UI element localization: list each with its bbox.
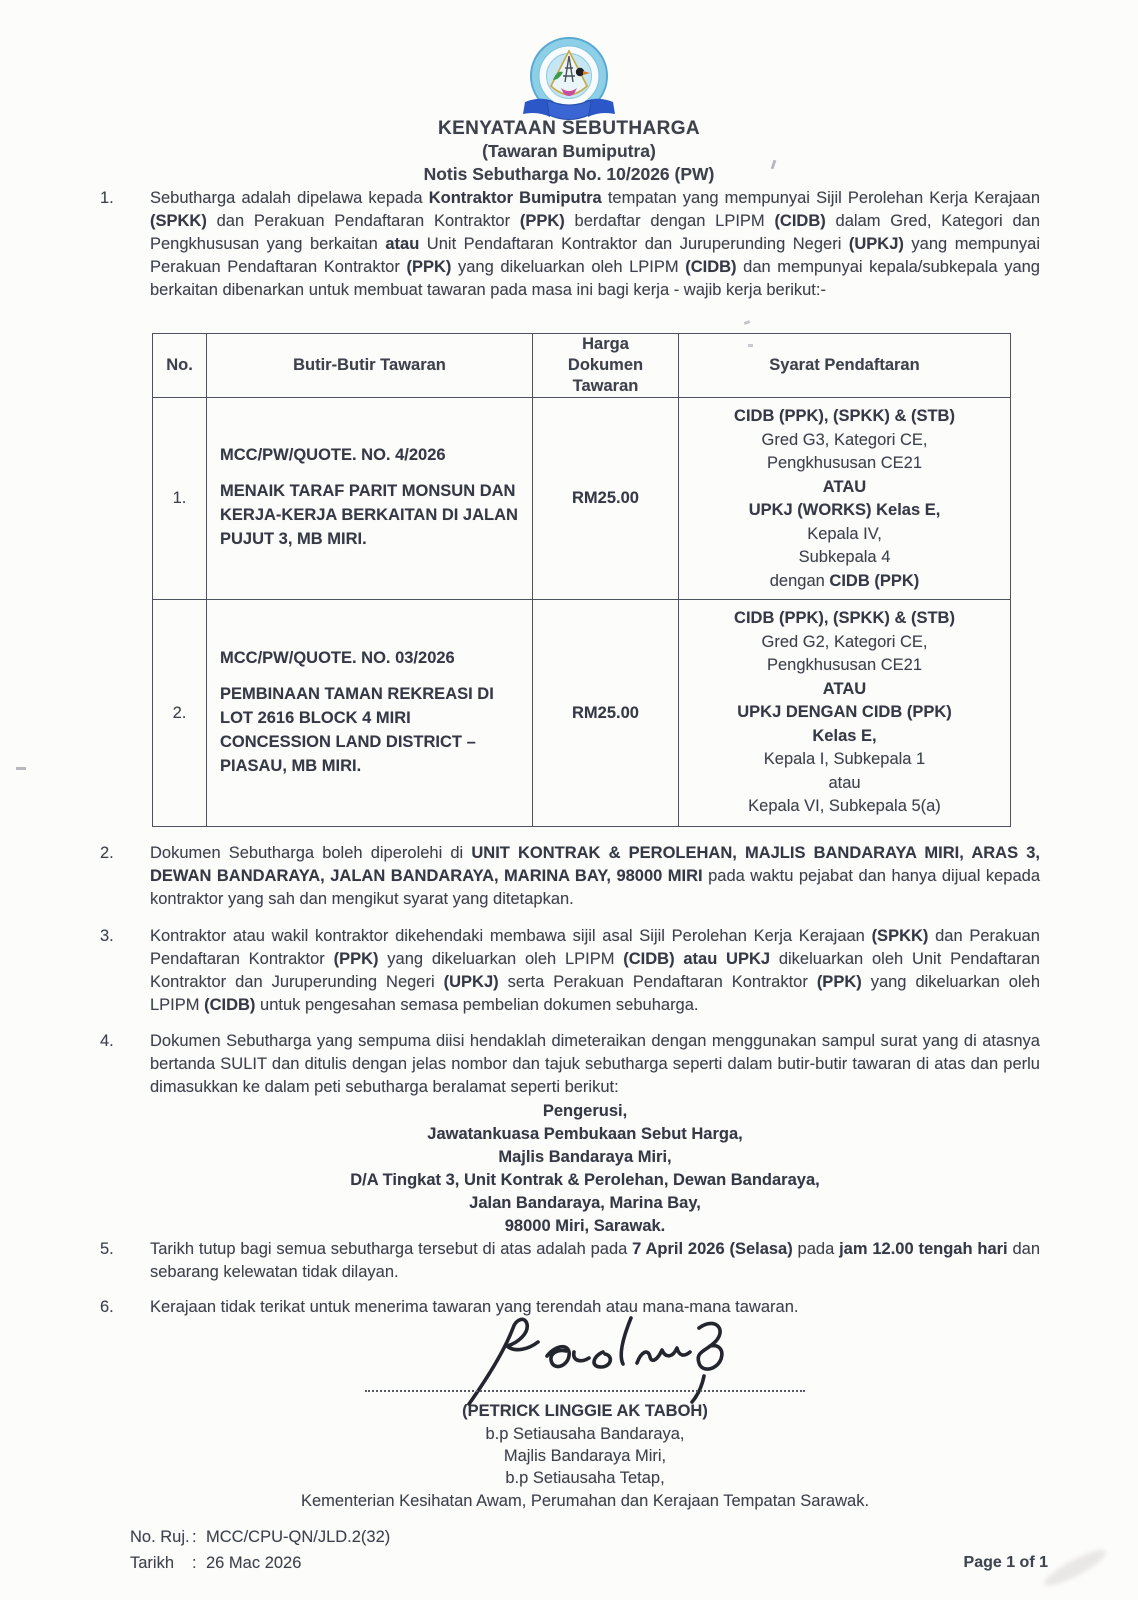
col-header-butir: Butir-Butir Tawaran [207,334,533,398]
ref-colon: : [192,1528,197,1546]
paragraph-text: Dokumen Sebutharga boleh diperolehi di UNIT KONTRAK & PEROLEHAN, MAJLIS BANDARAYA MIRI, ARAS 3, DEWAN BANDARAYA, JALAN BANDARAYA, MARINA BAY, 98000 MIRI pada waktu pejabat dan hanya dijual kepada kontraktor yang sah dan mengikut syarat yang ditetapkan. [150,844,1040,908]
date-colon: : [192,1554,197,1572]
paragraph-text: Dokumen Sebutharga yang sempuma diisi hendaklah dimeteraikan dengan menggunakan sampul surat yang di atasnya bertanda SULIT dan ditulis dengan jelas nombor dan tajuk sebutharga seperti dalam butir-butir tawaran di atas dan perlu dimasukkan ke dalam peti sebutharga beralamat seperti berikut: [150,1032,1040,1096]
page-title: KENYATAAN SEBUTHARGA [437,118,701,139]
item-number: 3. [100,927,114,945]
row-number: 1. [153,398,207,600]
col-header-no: No. [153,334,207,398]
job-title: PEMBINAAN TAMAN REKREASI DI LOT 2616 BLOCK 4 MIRI CONCESSION LAND DISTRICT – PIASAU, MB MIRI. [220,684,494,775]
paragraph-2 [100,842,1040,911]
job-title: MENAIK TARAF PARIT MONSUN DAN KERJA-KERJA BERKAITAN DI JALAN PUJUT 3, MB MIRI. [220,482,518,548]
scan-artifact [744,320,751,325]
address-block: Pengerusi, Jawatankuasa Pembukaan Sebut Harga, Majlis Bandaraya Miri, D/A Tingkat 3, Unit Kontrak & Perolehan, Dewan Bandaraya, Jalan Bandaraya, Marina Bay, 98000 Miri, Sarawak. [350,1102,820,1235]
scan-artifact [748,344,753,347]
signatory-title: b.p Setiausaha Bandaraya, [485,1425,685,1443]
signature-block [100,1390,1070,1512]
row-number: 2. [153,600,207,827]
paragraph-4 [100,1030,1040,1099]
tender-table [152,333,1011,827]
document-price: RM25.00 [533,398,679,600]
paragraph-text: Sebutharga adalah dipelawa kepada Kontraktor Bumiputra tempatan yang mempunyai Sijil Perolehan Kerja Kerajaan (SPKK) dan Perakuan Pendaftaran Kontraktor (PPK) berdaftar dengan LPIPM (CIDB) dalam Gred, Kategori dan Pengkhususan yang berkaitan atau Unit Pendaftaran Kontraktor dan Juruperunding Negeri (UPKJ) yang mempunyai Perakuan Pendaftaran Kontraktor (PPK) yang dikeluarkan oleh LPIPM (CIDB) dan mempunyai kepala/subkepala yang berkaitan dibenarkan untuk membuat tawaran pada masa ini bagi kerja - wajib kerja berikut:- [150,189,1041,299]
col-header-syarat: Syarat Pendaftaran [679,334,1011,398]
paragraph-3 [100,925,1040,1017]
page-indicator: Page 1 of 1 [963,1554,1048,1571]
signatory-title-2: b.p Setiausaha Tetap, [505,1469,665,1488]
quote-reference: MCC/PW/QUOTE. NO. 4/2026 [220,446,446,464]
item-number: 1. [100,189,114,207]
scan-artifact [1040,1545,1109,1592]
item-number: 4. [100,1032,114,1050]
col-header-harga: Harga Dokumen Tawaran [533,334,679,398]
ref-label: No. Ruj. [130,1528,190,1546]
date-label: Tarikh [130,1554,175,1572]
city-crest-icon [509,36,629,129]
item-number: 2. [100,844,114,862]
table-row [153,398,1011,600]
table-row [153,600,1011,827]
registration-requirements: CIDB (PPK), (SPKK) & (STB) Gred G2, Kategori CE, Pengkhususan CE21 ATAU UPKJ DENGAN CIDB (PPK) Kelas E, Kepala I, Subkepala 1 atau Kepala VI, Subkepala 5(a) [679,600,1011,827]
item-number: 5. [100,1240,114,1258]
document-header [0,117,1138,186]
paragraph-text: Kerajaan tidak terikat untuk menerima tawaran yang terendah atau mana-mana tawaran. [150,1298,799,1316]
date-value: 26 Mac 2026 [206,1554,302,1572]
scan-artifact [16,767,26,770]
quote-reference: MCC/PW/QUOTE. NO. 03/2026 [220,648,455,667]
paragraph-1 [100,187,1040,302]
paragraph-text: Tarikh tutup bagi semua sebutharga tersebut di atas adalah pada 7 April 2026 (Selasa) pada jam 12.00 tengah hari dan sebarang kelewatan tidak dilayan. [150,1240,1040,1281]
notice-number: Notis Sebutharga No. 10/2026 (PW) [423,164,715,184]
footer-reference [130,1524,390,1576]
signature-line [365,1390,805,1392]
registration-requirements: CIDB (PPK), (SPKK) & (STB) Gred G3, Kategori CE, Pengkhususan CE21 ATAU UPKJ (WORKS) Kelas E, Kepala IV, Subkepala 4 dengan CIDB (PPK) [679,398,1011,600]
ministry-line: Kementerian Kesihatan Awam, Perumahan dan Kerajaan Tempatan Sarawak. [300,1491,870,1510]
table-header-row [153,334,1011,398]
item-number: 6. [100,1298,114,1316]
paragraph-text: Kontraktor atau wakil kontraktor dikehendaki membawa sijil asal Sijil Perolehan Kerja Kerajaan (SPKK) dan Perakuan Pendaftaran Kontraktor (PPK) yang dikeluarkan oleh LPIPM (CIDB) atau UPKJ dikeluarkan oleh Unit Pendaftaran Kontraktor dan Juruperunding Negeri (UPKJ) serta Perakuan Pendaftaran Kontraktor (PPK) yang dikeluarkan oleh LPIPM (CIDB) untuk pengesahan semasa pembelian dokumen sebuharga. [150,927,1040,1014]
ref-value: MCC/CPU-QN/JLD.2(32) [206,1528,391,1546]
document-price: RM25.00 [533,600,679,827]
paragraph-5 [100,1238,1040,1284]
signatory-org: Majlis Bandaraya Miri, [503,1447,667,1466]
signatory-name: (PETRICK LINGGIE AK TABOH) [462,1402,708,1420]
doc-subtitle: (Tawaran Bumiputra) [482,141,656,161]
